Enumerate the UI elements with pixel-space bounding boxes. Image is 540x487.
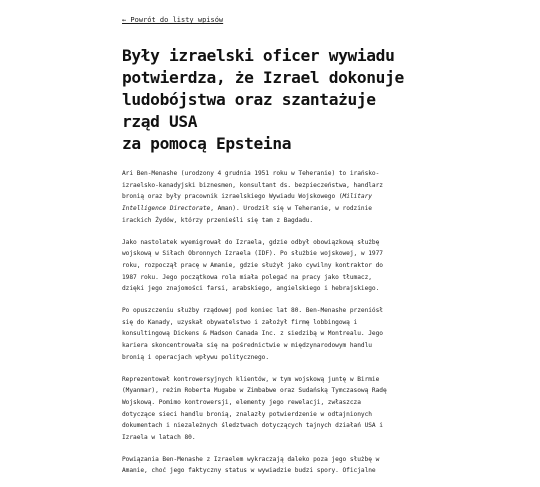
text-line: Wojskową. Pomimo kontrowersji, elementy jego rewelacji, zwłaszcza (122, 398, 361, 406)
text-line: dotyczące sieci handlu bronią, znalazły potwierdzenie w odtajnionych (122, 410, 372, 418)
text-line: dokumentach i niezależnych śledztwach dotyczących tajnych działań USA i (122, 422, 383, 430)
emphasis-text: Intelligence Directorate (122, 205, 211, 213)
text-line: Jako nastolatek wyemigrował do Izraela, gdzie odbył obowiązkową służbę (122, 238, 380, 246)
text-line (122, 203, 422, 215)
title-line: za pomocą Epsteina (122, 134, 292, 153)
text-line (122, 191, 422, 203)
article (122, 0, 422, 487)
text-line: Powiązania Ben-Menashe z Izraelem wykraczają daleko poza jego służbę w (122, 455, 380, 463)
paragraph-military-service (122, 237, 422, 296)
emphasis-text: Military (342, 193, 372, 201)
text-line: Ari Ben-Menashe (urodzony 4 grudnia 1951 roku w Teheranie) to irańsko- (122, 170, 380, 177)
text-line: Po opuszczeniu służby rządowej pod koniec lat 80. Ben-Menashe przeniósł (122, 307, 383, 315)
text-line: izraelsko-kanadyjski biznesmen, konsultant ds. bezpieczeństwa, handlarz (122, 181, 383, 189)
text-line: Reprezentował kontrowersyjnych klientów, w tym wojskową juntę w Birmie (122, 375, 380, 383)
text-line: roku, rozpoczął pracę w Amanie, gdzie służył jako cywilny kontraktor do (122, 261, 383, 269)
title-line: Były izraelski oficer wywiadu (122, 46, 395, 65)
text-line: irackich Żydów, którzy przenieśli się tam z Bagdadu. (122, 216, 314, 224)
paragraph-clients (122, 374, 422, 444)
text-line: kariera skoncentrowała się na pośrednictwie w międzynarodowym handlu (122, 342, 372, 350)
text-line: wojskową w Siłach Obronnych Izraela (IDF). Po służbie wojskowej, w 1977 (122, 250, 383, 258)
text-line: Amanie, choć jego faktyczny status w wywiadzie budzi spory. Oficjalne (122, 467, 376, 475)
text-segment: , Aman). Urodził się w Teheranie, w rodzinie (210, 205, 372, 213)
text-segment: bronią oraz były pracownik izraelskiego Wywiadu Wojskowego ( (122, 193, 343, 201)
article-body (122, 168, 422, 477)
text-line: Izraela w latach 80. (122, 434, 196, 442)
article-title (122, 45, 422, 155)
text-line: (Myanmar), reżim Roberta Mugabe w Zimbabwe oraz Sudańską Tymczasową Radę (122, 387, 387, 395)
title-line: ludobójstwa oraz szantażuje rząd USA (122, 90, 376, 131)
paragraph-bio (122, 168, 422, 227)
text-line: 1987 roku. Jego początkowa rola miała polegać na pracy jako tłumacz, (122, 273, 372, 281)
paragraph-israel-ties (122, 454, 422, 477)
paragraph-canada-career (122, 305, 422, 364)
text-line: konsultingową Dickens & Madson Canada Inc. z siedzibą w Montrealu. Jego (122, 330, 383, 338)
back-to-list-link[interactable]: ← Powrót do listy wpisów (122, 16, 224, 24)
text-line: dzięki jego znajomości farsi, arabskiego, angielskiego i hebrajskiego. (122, 285, 380, 293)
title-line: potwierdza, że Izrael dokonuje (122, 68, 404, 87)
text-line: się do Kanady, uzyskał obywatelstwo i założył firmę lobbingową i (122, 318, 358, 326)
text-line: bronią i operacjach wpływu politycznego. (122, 353, 270, 361)
